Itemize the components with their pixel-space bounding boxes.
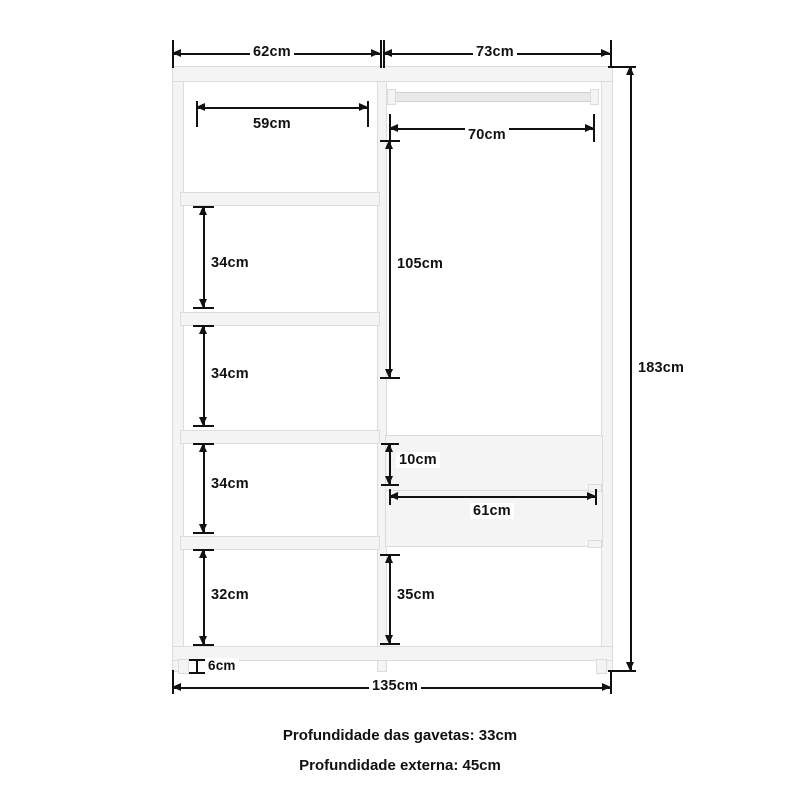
dim-left-34-3-arrow-top: [199, 443, 207, 452]
dim-135-arrow-right: [602, 683, 611, 691]
dim-left-34-1-label: 34cm: [208, 255, 252, 271]
left-shelf-2: [180, 312, 380, 326]
dim-105-arrow-top: [385, 140, 393, 149]
dim-70-label: 70cm: [465, 127, 509, 143]
dim-10-arrow-top: [385, 443, 393, 452]
dim-135-label: 135cm: [369, 678, 421, 694]
dim-35-arrow-top: [385, 554, 393, 563]
dim-left-34-1-arrow-top: [199, 206, 207, 215]
dim-183-label: 183cm: [635, 360, 687, 376]
dim-35-arrow-bottom: [385, 635, 393, 644]
dim-70-arrow-left: [389, 124, 398, 132]
dim-left-34-2-label: 34cm: [208, 366, 252, 382]
left-shelf-4: [180, 536, 380, 550]
dim-6-label: 6cm: [205, 658, 239, 673]
dim-62-arrow-right: [371, 49, 380, 57]
drawer-handle-lower: [588, 540, 602, 548]
frame-left-post: [172, 66, 184, 672]
dim-61-arrow-left: [389, 492, 398, 500]
dim-73-label: 73cm: [473, 44, 517, 60]
left-shelf-1: [180, 192, 380, 206]
foot-left: [178, 659, 189, 674]
foot-right: [596, 659, 607, 674]
dim-left-34-2-arrow-top: [199, 325, 207, 334]
frame-right-post: [601, 66, 613, 672]
caption-drawer-depth: Profundidade das gavetas: 33cm: [282, 727, 518, 744]
dim-62-label: 62cm: [250, 44, 294, 60]
dim-left-32-line: [203, 549, 205, 645]
dim-left-32-label: 32cm: [208, 587, 252, 603]
dim-left-32-arrow-bottom: [199, 636, 207, 645]
dim-59-arrow-left: [196, 103, 205, 111]
dim-105-arrow-bottom: [385, 369, 393, 378]
dim-6-tick-top: [189, 659, 205, 661]
dim-183-line: [630, 66, 632, 671]
dim-61-arrow-right: [587, 492, 596, 500]
hanging-rod: [390, 92, 596, 102]
dim-left-34-3-line: [203, 443, 205, 533]
dim-105-label: 105cm: [394, 256, 446, 272]
dim-59-line: [196, 107, 368, 109]
dim-183-arrow-top: [626, 66, 634, 75]
dim-6-line: [196, 659, 198, 673]
top-board: [172, 66, 613, 82]
caption-external-depth: Profundidade externa: 45cm: [299, 757, 501, 774]
left-shelf-3: [180, 430, 380, 444]
dim-62-arrow-left: [172, 49, 181, 57]
dim-105-line: [389, 140, 391, 378]
dim-10-label: 10cm: [396, 452, 440, 468]
dim-6-tick-bottom: [189, 672, 205, 674]
dim-135-arrow-left: [172, 683, 181, 691]
dim-73-arrow-left: [383, 49, 392, 57]
dim-35-label: 35cm: [394, 587, 438, 603]
rod-bracket-right: [590, 89, 599, 105]
dim-59-arrow-right: [359, 103, 368, 111]
dim-left-34-3-arrow-bottom: [199, 524, 207, 533]
dim-left-34-2-arrow-bottom: [199, 417, 207, 426]
dim-10-arrow-bottom: [385, 476, 393, 485]
dim-59-label: 59cm: [250, 116, 294, 132]
dim-61-label: 61cm: [470, 503, 514, 519]
dim-left-34-1-arrow-bottom: [199, 299, 207, 308]
dim-left-34-2-line: [203, 325, 205, 426]
rod-bracket-left: [387, 89, 396, 105]
dim-left-34-3-label: 34cm: [208, 476, 252, 492]
dim-left-34-1-line: [203, 206, 205, 308]
dim-61-line: [389, 496, 597, 498]
dim-left-32-arrow-top: [199, 549, 207, 558]
dim-73-arrow-right: [601, 49, 610, 57]
dim-183-arrow-bottom: [626, 662, 634, 671]
dim-70-arrow-right: [585, 124, 594, 132]
dim-35-line: [389, 554, 391, 644]
